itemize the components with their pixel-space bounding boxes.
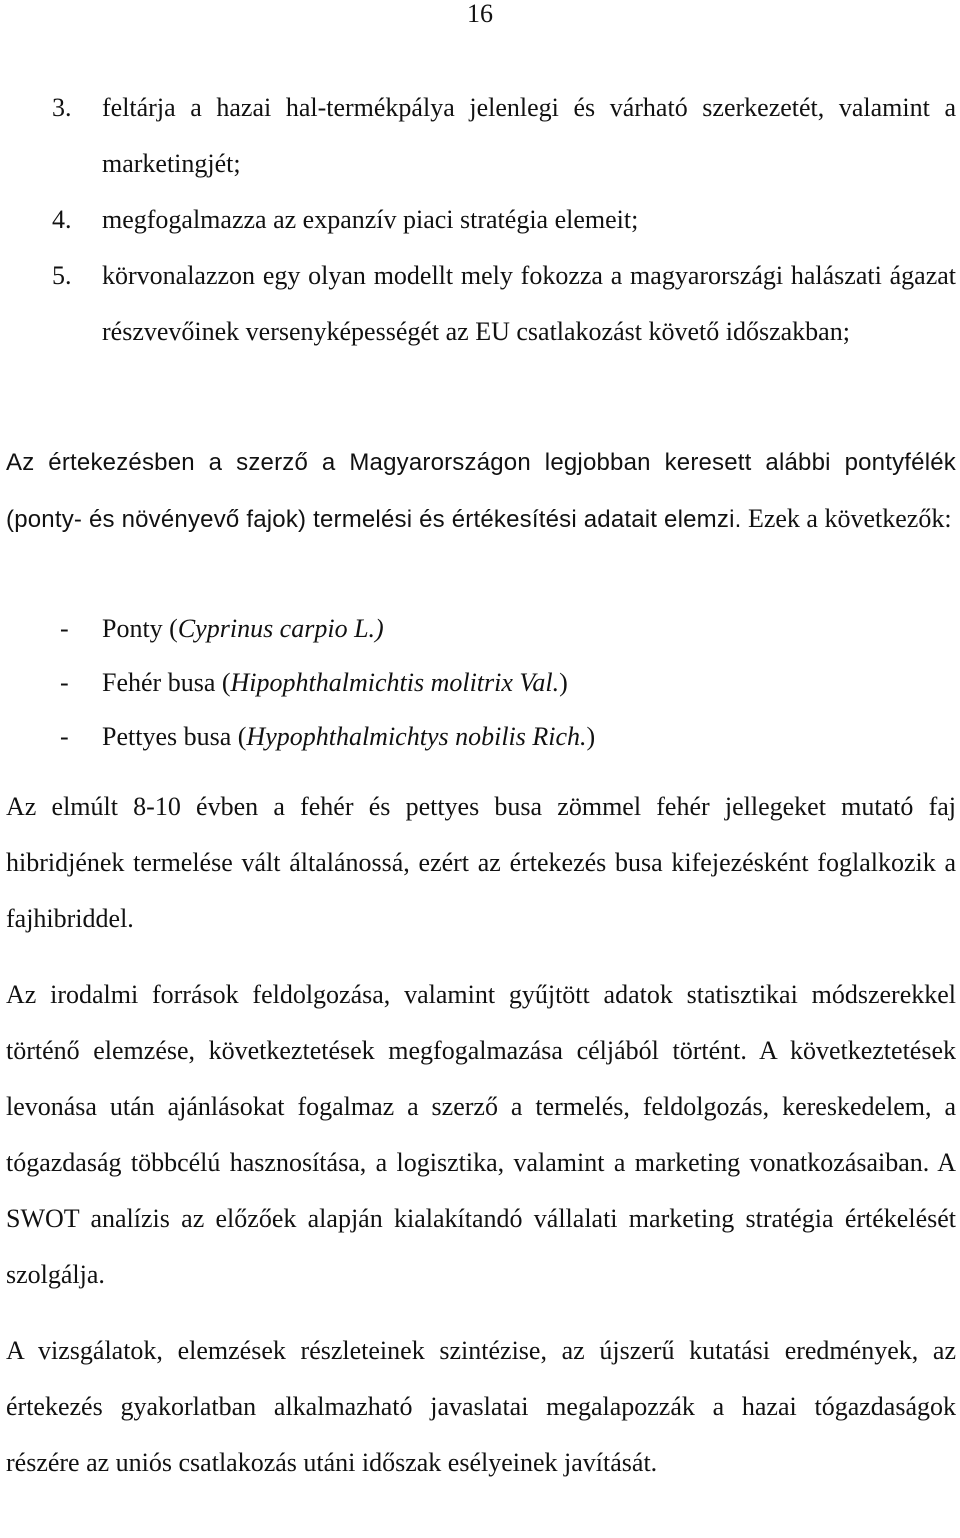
list-item-text: feltárja a hazai hal-termékpálya jelenlegi és várható szerkezetét, valamint a marketingjét; [102,93,956,178]
species-common-name: Pettyes busa ( [102,722,247,751]
species-latin-name: Hypophthalmichtys nobilis Rich. [246,722,587,751]
list-item [52,248,956,360]
species-item [6,710,946,764]
species-list [6,602,946,764]
species-common-name: Fehér busa ( [102,668,231,697]
species-item [6,656,946,710]
methods-paragraph: Az irodalmi források feldolgozása, valamint gyűjtött adatok statisztikai módszerekkel történő elemzése, következtetések megfogalmazása céljából történt. A következtetések levonása után ajánlásokat fogalmaz a szerző a termelés, feldolgozás, kereskedelem, a tógazdaság többcélú hasznosítása, a logisztika, valamint a marketing vonatkozásaiban. A SWOT analízis az előzőek alapján kialakítandó vállalati marketing stratégia értékelését szolgálja. [6,980,956,1289]
species-close-paren: ) [586,722,596,751]
dash-marker: - [60,722,69,751]
hybrid-paragraph: Az elmúlt 8-10 évben a fehér és pettyes busa zömmel fehér jellegeket mutató faj hibridjének termelése vált általánossá, ezért az értekezés busa kifejezésként foglalkozik a fajhibriddel. [6,792,956,933]
dash-marker: - [60,668,69,697]
species-item [6,602,946,656]
list-item [52,192,956,248]
list-item-number: 3. [52,93,72,122]
page-number: 16 [467,0,493,28]
conclusion-paragraph: A vizsgálatok, elemzések részleteinek szintézise, az újszerű kutatási eredmények, az értekezés gyakorlatban alkalmazható javaslatai megalapozzák a hazai tógazdaságok részére az uniós csatlakozás utáni időszak esélyeinek javítását. [6,1336,956,1477]
intro-paragraph-text: Az értekezésben a szerző a Magyarországon legjobban keresett alábbi pontyfélék (ponty- és növényevő fajok) termelési és értékesítési adatait elemzi. [6,449,956,533]
species-text [102,710,595,764]
species-close-paren: ) [559,668,568,697]
numbered-objectives-list [52,80,956,360]
list-item-number: 5. [52,261,72,290]
dash-marker: - [60,614,69,643]
species-latin-name: Hipophthalmichtis molitrix Val. [230,668,560,697]
list-item-text: körvonalazzon egy olyan modellt mely fokozza a magyarországi halászati ágazat részvevőinek versenyképességét az EU csatlakozást követő időszakban; [102,261,956,346]
species-text [102,602,384,656]
list-item [52,80,956,192]
list-item-text: megfogalmazza az expanzív piaci stratégia elemeit; [102,205,639,234]
intro-paragraph-lead: Ezek a következők: [747,504,952,533]
intro-paragraph [6,434,956,548]
list-item-number: 4. [52,205,72,234]
species-latin-name: Cyprinus carpio L.) [177,614,384,643]
species-common-name: Ponty ( [102,614,178,643]
species-text [102,656,568,710]
